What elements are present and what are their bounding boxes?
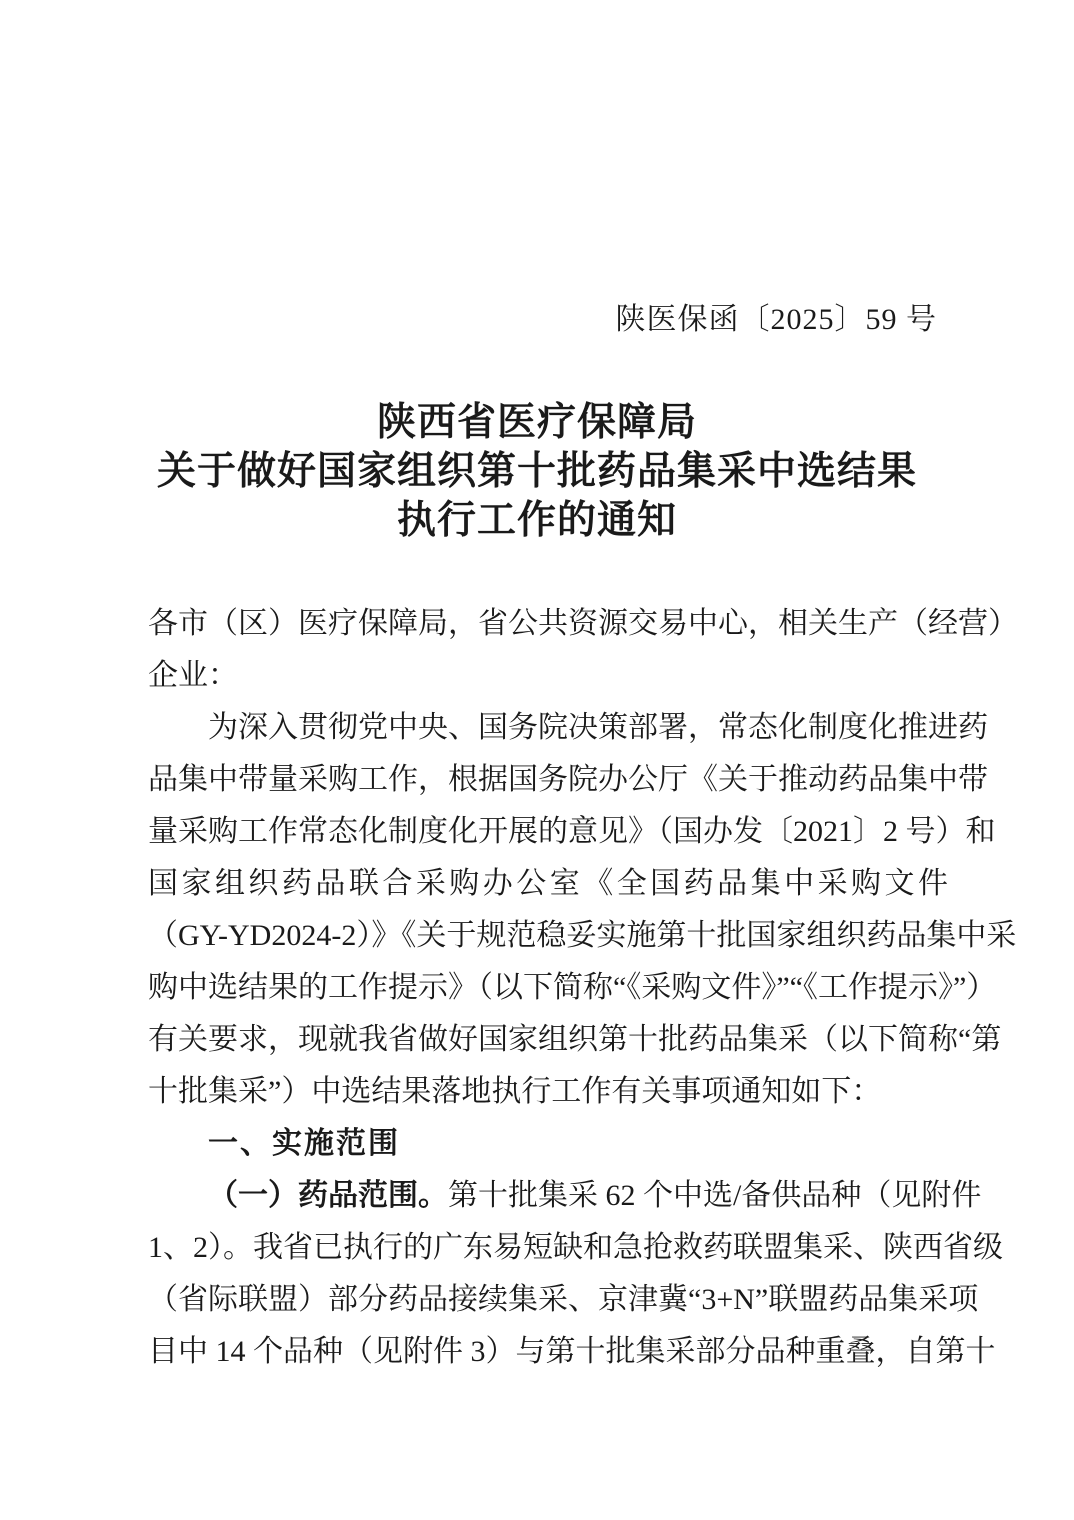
para1-line-2: 品集中带量采购工作，根据国务院办公厅《关于推动药品集中带	[148, 763, 988, 796]
salutation-line-2: 企业：	[148, 659, 238, 692]
para2-line-1-rest: 第十批集采 62 个中选/备供品种（见附件	[448, 1179, 982, 1212]
para2-line-4: 目中 14 个品种（见附件 3）与第十批集采部分品种重叠，自第十	[148, 1335, 996, 1368]
para2-lead: （一）药品范围。	[208, 1179, 448, 1212]
doc-number: 陕医保函〔2025〕59 号	[615, 303, 937, 336]
section-heading-1: 一、实施范围	[208, 1127, 400, 1160]
para2-line-2: 1、2）。我省已执行的广东易短缺和急抢救药联盟集采、陕西省级	[148, 1231, 1003, 1264]
document-body	[148, 598, 1018, 1378]
title-line-2: 关于做好国家组织第十批药品集采中选结果	[156, 450, 917, 493]
para1-line-7: 有关要求，现就我省做好国家组织第十批药品集采（以下简称“第	[148, 1023, 1002, 1056]
salutation-line-1: 各市（区）医疗保障局，省公共资源交易中心，相关生产（经营）	[148, 607, 1018, 640]
para1-line-1: 为深入贯彻党中央、国务院决策部署，常态化制度化推进药	[208, 711, 988, 744]
para1-line-5: （GY-YD2024-2）》《关于规范稳妥实施第十批国家组织药品集中采	[148, 919, 1017, 952]
para2-line-1	[148, 1170, 982, 1222]
para1-line-8: 十批集采”）中选结果落地执行工作有关事项通知如下：	[148, 1075, 882, 1108]
para1-line-6: 购中选结果的工作提示》（以下简称“《采购文件》”“《工作提示》”）	[148, 971, 997, 1004]
document-title	[87, 398, 987, 545]
title-line-1: 陕西省医疗保障局	[376, 401, 697, 444]
para1-line-3: 量采购工作常态化制度化开展的意见》（国办发〔2021〕2 号）和	[148, 815, 996, 848]
para1-line-4: 国家组织药品联合采购办公室《全国药品集中采购文件	[148, 867, 948, 900]
para2-line-3: （省际联盟）部分药品接续集采、京津冀“3+N”联盟药品集采项	[148, 1283, 979, 1316]
title-line-3: 执行工作的通知	[396, 499, 677, 542]
